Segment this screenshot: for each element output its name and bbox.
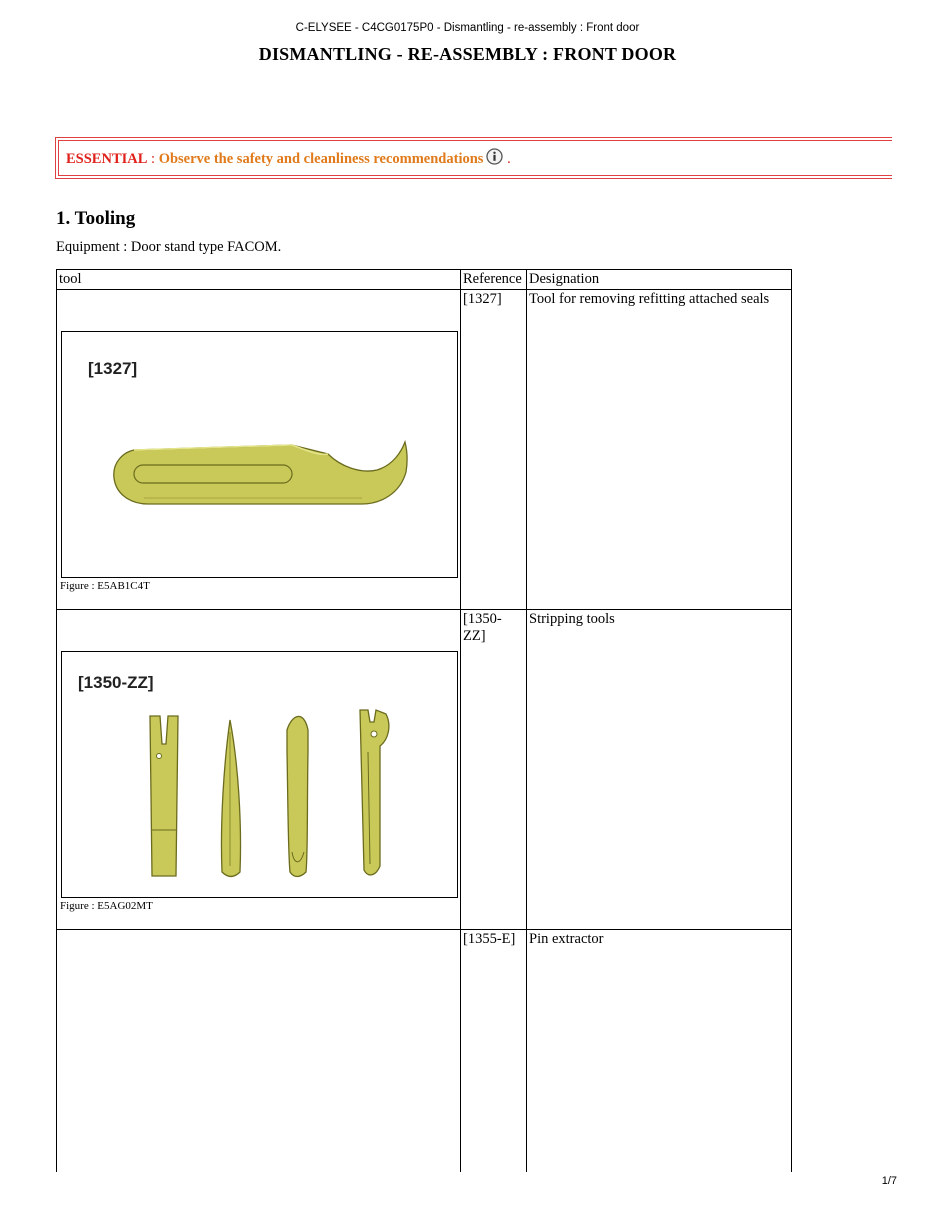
table-row	[57, 290, 792, 610]
figure-caption: Figure : E5AB1C4T	[60, 580, 150, 592]
essential-colon: :	[147, 151, 159, 167]
designation-cell: Pin extractor	[527, 930, 792, 1173]
essential-notice	[66, 148, 511, 168]
essential-link[interactable]: Observe the safety and cleanliness recommendations	[158, 151, 484, 167]
tooling-table	[56, 269, 792, 1172]
essential-label: ESSENTIAL	[66, 151, 148, 167]
tool-cell	[57, 610, 461, 930]
tool-cell	[57, 290, 461, 610]
section-heading: 1. Tooling	[56, 208, 136, 229]
stripping-tools-illustration	[62, 652, 457, 897]
seal-tool-illustration	[62, 332, 457, 577]
table-header-row	[57, 270, 792, 290]
page-title: DISMANTLING - RE-ASSEMBLY : FRONT DOOR	[258, 44, 677, 64]
header-reference: Reference	[461, 270, 527, 290]
figure-1327	[61, 331, 458, 578]
reference-cell: [1355-E]	[461, 930, 527, 1173]
info-circle-icon[interactable]	[486, 148, 503, 165]
reference-cell: [1350-ZZ]	[461, 610, 527, 930]
figure-label: [1327]	[88, 359, 138, 378]
figure-label: [1350-ZZ]	[78, 673, 154, 692]
table-row	[57, 930, 792, 1173]
essential-trailing: .	[503, 151, 511, 167]
reference-cell: [1327]	[461, 290, 527, 610]
tool-cell	[57, 930, 461, 1173]
table-row	[57, 610, 792, 930]
figure-1350-zz	[61, 651, 458, 898]
page-number: 1/7	[881, 1175, 897, 1187]
running-header: C-ELYSEE - C4CG0175P0 - Dismantling - re-assembly : Front door	[295, 22, 640, 34]
header-tool: tool	[57, 270, 461, 290]
designation-cell: Stripping tools	[527, 610, 792, 930]
designation-cell: Tool for removing refitting attached seals	[527, 290, 792, 610]
equipment-line: Equipment : Door stand type FACOM.	[56, 239, 282, 255]
figure-caption: Figure : E5AG02MT	[60, 900, 153, 912]
header-designation: Designation	[527, 270, 792, 290]
